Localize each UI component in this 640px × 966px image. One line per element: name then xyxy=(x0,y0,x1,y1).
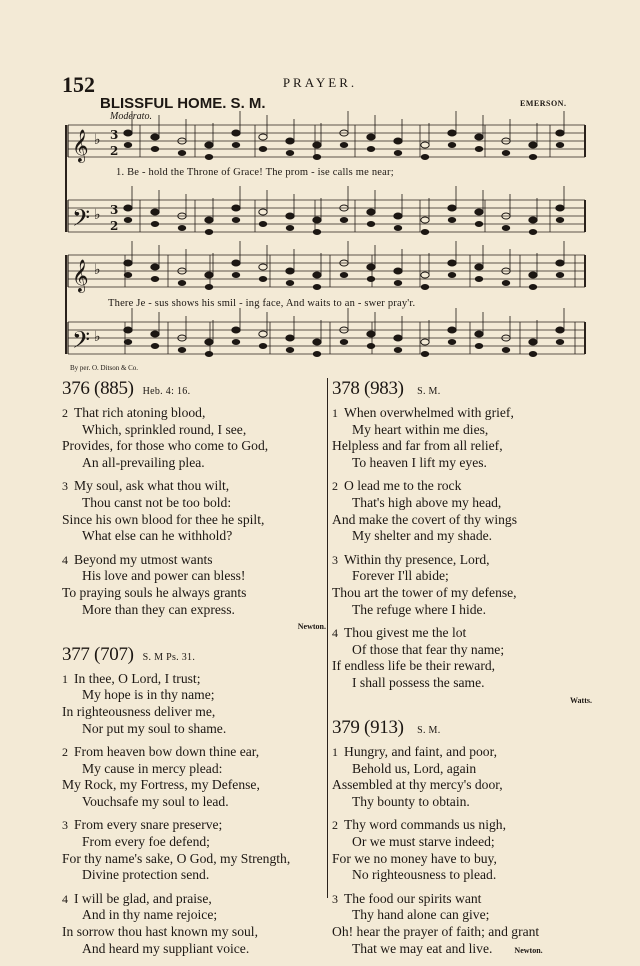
hymn-378 xyxy=(332,378,592,709)
verse-line: My Rock, my Fortress, my Defense, xyxy=(62,777,260,793)
stanza-number: 3 xyxy=(332,891,338,906)
verse-line: Helpless and far from all relief, xyxy=(332,438,503,454)
note-head xyxy=(151,264,159,270)
note-head xyxy=(502,225,510,231)
note-head xyxy=(205,272,213,278)
stanza xyxy=(62,671,326,737)
music-score xyxy=(0,0,640,370)
note-head xyxy=(151,343,159,349)
note-head xyxy=(448,217,456,223)
note-head xyxy=(529,217,537,223)
note-head xyxy=(475,331,483,337)
note-head xyxy=(394,280,402,286)
note-head xyxy=(502,347,510,353)
note-head xyxy=(124,130,132,136)
note-head xyxy=(448,205,456,211)
note-head xyxy=(529,229,537,235)
note-head xyxy=(529,284,537,290)
hymn-heading xyxy=(62,644,326,669)
note-head xyxy=(421,284,429,290)
note-head xyxy=(178,347,186,353)
verse-line: Thy hand alone can give; xyxy=(352,907,490,923)
time-signature-denominator: 2 xyxy=(110,144,119,158)
verse-line: My heart within me dies, xyxy=(352,421,489,437)
note-head xyxy=(475,276,483,282)
note-head xyxy=(232,142,240,148)
note-head xyxy=(475,264,483,270)
stanza xyxy=(332,405,592,471)
note-head xyxy=(394,138,402,144)
lyrics-line-1: 1. Be - hold the Throne of Grace! The prom - ise calls me near; xyxy=(116,167,394,178)
note-head xyxy=(556,205,564,211)
note-head xyxy=(151,221,159,227)
note-head xyxy=(286,225,294,231)
note-head xyxy=(124,205,132,211)
verse-line: In thee, O Lord, I trust; xyxy=(74,670,201,686)
lyrics-line-2: There Je - sus shows his smil - ing face, And waits to an - swer pray'r. xyxy=(108,298,416,309)
note-head xyxy=(367,146,375,152)
note-head xyxy=(448,339,456,345)
note-head xyxy=(205,351,213,357)
note-head xyxy=(232,339,240,345)
scripture-ref: S. M. xyxy=(417,386,441,397)
verse-line: My shelter and my shade. xyxy=(352,528,493,544)
note-head xyxy=(286,213,294,219)
note-head xyxy=(448,260,456,266)
hymn-heading xyxy=(62,378,326,403)
stanza-number: 4 xyxy=(62,552,68,567)
stanza-number: 3 xyxy=(62,479,68,494)
stanza-number: 2 xyxy=(62,406,68,420)
stanza xyxy=(332,817,592,883)
verse-line: Beyond my utmost wants xyxy=(74,551,213,567)
note-head xyxy=(286,268,294,274)
verse-line: From every snare preserve; xyxy=(74,817,223,833)
scripture-ref: S. M Ps. 31. xyxy=(142,651,196,663)
note-head xyxy=(178,280,186,286)
note-head xyxy=(448,142,456,148)
note-head xyxy=(367,343,375,349)
verse-line: To praying souls he always grants xyxy=(62,584,247,600)
hymn-377 xyxy=(62,644,326,958)
note-head xyxy=(259,146,267,152)
note-head xyxy=(205,217,213,223)
verse-line: From heaven bow down thine ear, xyxy=(74,744,260,760)
note-head xyxy=(475,221,483,227)
stanza xyxy=(62,891,326,957)
note-head xyxy=(556,130,564,136)
verse-line: Oh! hear the prayer of faith; and grant xyxy=(332,924,540,940)
verse-line: Forever I'll abide; xyxy=(352,568,449,584)
note-head xyxy=(340,217,348,223)
verse-line: Thou givest me the lot xyxy=(344,625,467,641)
note-head xyxy=(367,264,375,270)
note-head xyxy=(313,272,321,278)
note-head xyxy=(367,209,375,215)
note-head xyxy=(205,229,213,235)
note-head xyxy=(475,209,483,215)
note-head xyxy=(529,351,537,357)
flat-key-signature-icon: ♭ xyxy=(94,207,101,223)
bass-clef-icon: 𝄢 xyxy=(72,204,91,237)
hymn-379 xyxy=(332,717,592,959)
verse-line: That's high above my head, xyxy=(352,494,502,510)
note-head xyxy=(556,327,564,333)
right-column xyxy=(332,378,592,966)
note-head xyxy=(259,134,267,140)
note-head xyxy=(286,138,294,144)
note-head xyxy=(259,343,267,349)
note-head xyxy=(259,276,267,282)
note-head xyxy=(394,150,402,156)
note-head xyxy=(205,154,213,160)
note-head xyxy=(286,280,294,286)
note-head xyxy=(313,142,321,148)
verse-line: My soul, ask what thou wilt, xyxy=(74,478,230,494)
note-head xyxy=(556,272,564,278)
note-head xyxy=(124,142,132,148)
stanza-number: 3 xyxy=(62,818,68,833)
note-head xyxy=(340,272,348,278)
verse-line: In righteousness deliver me, xyxy=(62,703,216,719)
stanza xyxy=(332,478,592,544)
verse-line: Thou art the tower of my defense, xyxy=(332,584,517,600)
publisher-credit: By per. O. Ditson & Co. xyxy=(70,364,139,372)
note-head xyxy=(421,142,429,148)
note-head xyxy=(529,272,537,278)
verse-line: That we may eat and live. xyxy=(352,940,493,956)
composer-name: EMERSON. xyxy=(520,99,567,108)
verse-line: And heard my suppliant voice. xyxy=(82,940,250,956)
stanza-number: 1 xyxy=(332,406,338,420)
left-column xyxy=(62,378,326,964)
note-head xyxy=(421,154,429,160)
tune-name: BLISSFUL HOME. S. M. xyxy=(100,95,266,112)
stanza xyxy=(62,817,326,883)
hymn-number: 377 (707) xyxy=(62,643,134,665)
note-head xyxy=(151,276,159,282)
note-head xyxy=(286,347,294,353)
note-head xyxy=(124,327,132,333)
verse-line: To heaven I lift my eyes. xyxy=(352,454,487,470)
note-head xyxy=(232,272,240,278)
verse-line: If endless life be their reward, xyxy=(332,658,496,674)
time-signature-numerator: 3 xyxy=(110,128,119,142)
verse-line: And in thy name rejoice; xyxy=(82,907,218,923)
verse-line: An all-prevailing plea. xyxy=(82,454,205,470)
note-head xyxy=(232,205,240,211)
note-head xyxy=(394,225,402,231)
hymn-author: Newton. xyxy=(514,945,543,955)
note-head xyxy=(394,213,402,219)
note-head xyxy=(313,154,321,160)
note-head xyxy=(421,217,429,223)
running-head: PRAYER. xyxy=(282,75,358,90)
note-head xyxy=(475,146,483,152)
note-head xyxy=(151,146,159,152)
verse-line: Behold us, Lord, again xyxy=(352,760,477,776)
note-head xyxy=(367,134,375,140)
verse-line: And make the covert of thy wings xyxy=(332,511,517,527)
bass-clef-icon: 𝄢 xyxy=(72,326,91,359)
note-head xyxy=(124,260,132,266)
verse-line: Within thy presence, Lord, xyxy=(344,551,490,567)
note-head xyxy=(313,217,321,223)
stanza xyxy=(332,744,592,810)
note-head xyxy=(556,142,564,148)
note-head xyxy=(178,150,186,156)
hymn-number: 378 (983) xyxy=(332,378,404,399)
hymn-author: Watts. xyxy=(570,695,592,705)
hymn-number: 376 (885) xyxy=(62,378,134,399)
note-head xyxy=(421,339,429,345)
note-head xyxy=(259,221,267,227)
note-head xyxy=(448,272,456,278)
note-head xyxy=(475,134,483,140)
stanza-number: 1 xyxy=(332,745,338,760)
note-head xyxy=(205,284,213,290)
verse-line: My hope is in thy name; xyxy=(82,687,215,703)
stanza xyxy=(332,625,592,691)
note-head xyxy=(421,351,429,357)
verse-line: Hungry, and faint, and poor, xyxy=(344,744,497,760)
note-head xyxy=(259,331,267,337)
note-head xyxy=(340,339,348,345)
note-head xyxy=(313,351,321,357)
note-head xyxy=(367,331,375,337)
note-head xyxy=(178,225,186,231)
verse-line-with-author xyxy=(332,941,592,960)
stanza-number: 1 xyxy=(62,671,68,686)
note-head xyxy=(421,272,429,278)
treble-clef-icon: 𝄞 xyxy=(72,259,89,292)
note-head xyxy=(313,229,321,235)
scripture-ref: Heb. 4: 16. xyxy=(142,386,191,397)
verse-line: Nor put my soul to shame. xyxy=(82,720,227,736)
verse-line: Since his own blood for thee he spilt, xyxy=(62,511,265,527)
note-head xyxy=(556,339,564,345)
hymn-heading xyxy=(332,717,592,742)
note-head xyxy=(286,335,294,341)
verse-line: I will be glad, and praise, xyxy=(74,890,212,906)
note-head xyxy=(232,217,240,223)
stanza xyxy=(332,552,592,618)
note-head xyxy=(502,150,510,156)
note-head xyxy=(232,327,240,333)
verse-line: I shall possess the same. xyxy=(352,674,485,690)
verse-line: His love and power can bless! xyxy=(82,568,246,584)
note-head xyxy=(124,217,132,223)
hymn-heading xyxy=(332,378,592,403)
note-head xyxy=(367,276,375,282)
stanza-number: 4 xyxy=(332,626,338,641)
verse-line: Or we must starve indeed; xyxy=(352,834,495,850)
verse-line: Provides, for those who come to God, xyxy=(62,438,269,454)
time-signature-numerator: 3 xyxy=(110,203,119,217)
verse-line: That rich atoning blood, xyxy=(74,405,206,420)
note-head xyxy=(448,130,456,136)
note-head xyxy=(232,130,240,136)
verse-line: Thy bounty to obtain. xyxy=(352,793,470,809)
verse-line: For we no money have to buy, xyxy=(332,850,497,866)
note-head xyxy=(367,221,375,227)
note-head xyxy=(124,272,132,278)
verse-line: The food our spirits want xyxy=(344,890,482,906)
verse-line: Thy word commands us nigh, xyxy=(344,817,506,833)
verse-line: O lead me to the rock xyxy=(344,478,462,494)
note-head xyxy=(313,339,321,345)
treble-clef-icon: 𝄞 xyxy=(72,129,89,162)
note-head xyxy=(556,260,564,266)
hymn-number: 379 (913) xyxy=(332,717,404,739)
note-head xyxy=(259,209,267,215)
note-head xyxy=(286,150,294,156)
verse-line: From every foe defend; xyxy=(82,834,210,850)
note-head xyxy=(421,229,429,235)
note-head xyxy=(475,343,483,349)
verse-line: When overwhelmed with grief, xyxy=(344,405,514,420)
note-head xyxy=(151,331,159,337)
note-head xyxy=(394,268,402,274)
stanza-number: 3 xyxy=(332,552,338,567)
stanza-number: 2 xyxy=(332,479,338,494)
note-head xyxy=(205,142,213,148)
verse-line: Vouchsafe my soul to lead. xyxy=(82,793,229,809)
note-head xyxy=(232,260,240,266)
stanza xyxy=(62,744,326,810)
verse-line: My cause in mercy plead: xyxy=(82,760,223,776)
verse-line: Of those that fear thy name; xyxy=(352,641,505,657)
verse-line: Divine protection send. xyxy=(82,867,210,883)
column-divider xyxy=(327,378,328,898)
stanza xyxy=(62,552,326,618)
note-head xyxy=(448,327,456,333)
flat-key-signature-icon: ♭ xyxy=(94,329,101,345)
note-head xyxy=(151,209,159,215)
verse-line: What else can he withhold? xyxy=(82,528,233,544)
verse-line: The refuge where I hide. xyxy=(352,601,486,617)
note-head xyxy=(394,335,402,341)
verse-line: In sorrow thou hast known my soul, xyxy=(62,924,258,940)
stanza xyxy=(332,891,592,959)
note-head xyxy=(502,280,510,286)
verse-line: Which, sprinkled round, I see, xyxy=(82,421,247,437)
note-head xyxy=(340,142,348,148)
verse-line: More than they can express. xyxy=(82,601,235,617)
verse-line: For thy name's sake, O God, my Strength, xyxy=(62,850,291,866)
stanza xyxy=(62,405,326,471)
note-head xyxy=(151,134,159,140)
note-head xyxy=(556,217,564,223)
note-head xyxy=(394,347,402,353)
flat-key-signature-icon: ♭ xyxy=(94,132,101,148)
scripture-ref: S. M. xyxy=(417,725,441,737)
note-head xyxy=(529,142,537,148)
verse-line: Thou canst not be too bold: xyxy=(82,494,232,510)
hymn-376 xyxy=(62,378,326,636)
hymn-author: Newton. xyxy=(297,622,326,632)
note-head xyxy=(259,264,267,270)
tempo-marking: Moderato. xyxy=(110,111,152,122)
stanza-number: 2 xyxy=(332,818,338,833)
stanza xyxy=(62,478,326,544)
page-number: 152 xyxy=(62,72,95,97)
stanza-number: 4 xyxy=(62,891,68,906)
verse-line: No righteousness to plead. xyxy=(352,867,497,883)
stanza-number: 2 xyxy=(62,745,68,760)
note-head xyxy=(529,339,537,345)
note-head xyxy=(313,284,321,290)
note-head xyxy=(124,339,132,345)
note-head xyxy=(529,154,537,160)
flat-key-signature-icon: ♭ xyxy=(94,262,101,278)
verse-line: Assembled at thy mercy's door, xyxy=(332,777,503,793)
time-signature-denominator: 2 xyxy=(110,219,119,233)
note-head xyxy=(205,339,213,345)
